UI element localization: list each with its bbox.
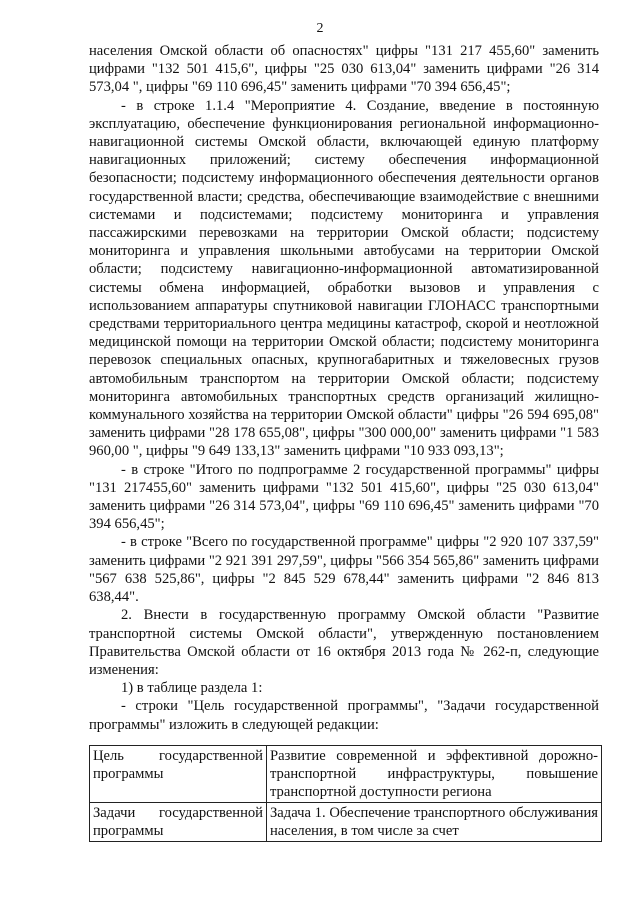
program-table: [89, 745, 602, 842]
table-row: [90, 746, 602, 803]
table-cell-value: Развитие современной и эффективной дорожно-транспортной инфраструктуры, повышение транспортной доступности региона: [267, 746, 602, 803]
paragraph-4: - в строке "Всего по государственной программе" цифры "2 920 107 337,59" заменить цифрами "2 921 391 297,59", цифры "566 354 565,86" заменить цифрами "567 638 525,86", цифры "2 845 529 678,44" заменить цифрами "2 846 813 638,44".: [89, 534, 599, 606]
paragraph-2: - в строке 1.1.4 "Мероприятие 4. Создание, введение в постоянную эксплуатацию, обеспечение функционирования региональной информационно-навигационной системы Омской области, включающей единую платформу навигационных приложений; систему обеспечения информационной безопасности; подсистему информационного обеспечения деятельности органов государственной власти; средства, обеспечивающие взаимодействие с внешними системами и подсистемами; подсистему мониторинга и управления пассажирскими перевозками на территории Омской области; подсистему мониторинга и управления школьными автобусами на территории Омской области; подсистему навигационно-информационной автоматизированной системы обмена информацией, обработки вызовов и управления с использованием аппаратуры спутниковой навигации ГЛОНАСС транспортными средствами территориального центра медицины катастроф, скорой и неотложной медицинской помощи на территории Омской области; подсистему мониторинга перевозок специальных опасных, крупногабаритных и тяжеловесных грузов автомобильным транспортом на территории Омской области; подсистему мониторинга автомобильных транспортных средств организаций жилищно-коммунального хозяйства на территории Омской области" цифры "26 594 695,08" заменить цифрами "28 178 655,08", цифры "300 000,00" заменить цифрами "1 583 960,00 ", цифры "9 649 133,13" заменить цифрами "10 933 093,13";: [89, 97, 599, 460]
paragraph-3: - в строке "Итого по подпрограмме 2 государственной программы" цифры "131 217455,60" заменить цифрами "132 501 415,60", цифры "25 030 613,04" заменить цифрами "26 314 573,04", цифры "69 110 696,45" заменить цифрами "70 394 656,45";: [89, 461, 599, 533]
paragraph-6: 1) в таблице раздела 1:: [121, 680, 263, 697]
paragraph-1: населения Омской области об опасностях" цифры "131 217 455,60" заменить цифрами "132 501 415,6", цифры "25 030 613,04" заменить цифрами "26 314 573,04 ", цифры "69 110 696,45" заменить цифрами "70 394 656,45";: [89, 43, 599, 96]
table-cell-value: Задача 1. Обеспечение транспортного обслуживания населения, в том числе за счет: [267, 803, 602, 842]
paragraph-7: - строки "Цель государственной программы", "Задачи государственной программы" изложить в следующей редакции:: [89, 698, 599, 733]
table-cell-label: Задачи государственной программы: [90, 803, 267, 842]
paragraph-5: 2. Внести в государственную программу Омской области "Развитие транспортной системы Омской области", утвержденную постановлением Правительства Омской области от 16 октября 2013 года № 262-п, следующие изменения:: [89, 607, 599, 678]
table-row: [90, 803, 602, 842]
body-text: [89, 42, 599, 734]
page-number: 2: [316, 21, 324, 36]
table-cell-label: Цель государственной программы: [90, 746, 267, 803]
